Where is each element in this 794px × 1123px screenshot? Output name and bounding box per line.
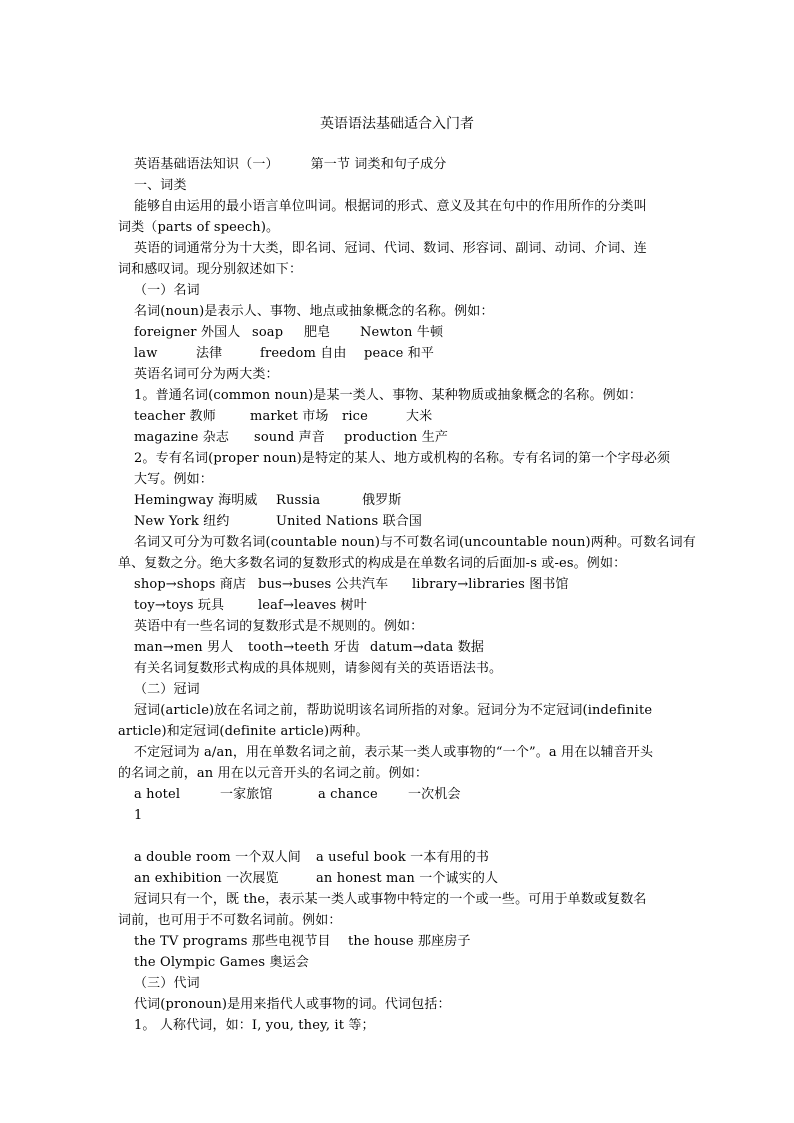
example-cell: an honest man 一个诚实的人: [316, 871, 499, 886]
example-cell: 俄罗斯: [362, 493, 402, 508]
paragraph-line: 英语中有一些名词的复数形式是不规则的。例如：: [134, 619, 424, 634]
example-cell: Hemingway 海明威: [134, 493, 258, 508]
example-cell: 肥皂: [304, 325, 331, 340]
example-cell: shop→shops 商店: [134, 577, 247, 592]
paragraph-line: 1。普通名词(common noun)是某一类人、事物、某种物质或抽象概念的名称。例如：: [134, 388, 643, 403]
paragraph-line: 有关名词复数形式构成的具体规则，请参阅有关的英语语法书。: [134, 661, 503, 676]
subsection-heading: （三）代词: [134, 976, 200, 991]
example-cell: bus→buses 公共汽车: [258, 577, 389, 592]
paragraph-line: 词前，也可用于不可数名词前。例如：: [118, 913, 342, 928]
paragraph-line: 不定冠词为 a/an，用在单数名词之前，表示某一类人或事物的“一个”。a 用在以辅音开头: [134, 745, 654, 760]
example-cell: United Nations 联合国: [276, 514, 423, 529]
example-cell: magazine 杂志: [134, 430, 230, 445]
example-cell: freedom 自由: [260, 346, 347, 361]
paragraph-line: 代词(pronoun)是用来指代人或事物的词。代词包括：: [134, 997, 451, 1012]
example-cell: Newton 牛顿: [360, 325, 444, 340]
paragraph-line: 单、复数之分。绝大多数名词的复数形式的构成是在单数名词的后面加-s 或-es。例如：: [118, 556, 627, 571]
example-cell: foreigner 外国人: [134, 325, 241, 340]
example-cell: 一次机会: [408, 787, 461, 802]
paragraph-line: 词和感叹词。现分别叙述如下：: [118, 262, 303, 277]
paragraph-line: 1。 人称代词，如：I, you, they, it 等；: [134, 1018, 375, 1033]
example-cell: tooth→teeth 牙齿: [248, 640, 360, 655]
paragraph-line: 名词(noun)是表示人、事物、地点或抽象概念的名称。例如：: [134, 304, 494, 319]
category-heading: 一、词类: [134, 178, 187, 193]
example-cell: leaf→leaves 树叶: [258, 598, 367, 613]
example-cell: market 市场: [250, 409, 329, 424]
section-heading: [134, 155, 446, 175]
example-cell: soap: [252, 325, 284, 340]
paragraph-line: 能够自由运用的最小语言单位叫词。根据词的形式、意义及其在句中的作用所作的分类叫: [134, 199, 647, 214]
paragraph-line: 的名词之前，an 用在以元音开头的名词之前。例如：: [118, 766, 429, 781]
paragraph-line: 英语名词可分为两大类：: [134, 367, 279, 382]
example-cell: datum→data 数据: [370, 640, 485, 655]
section-heading-part-2: 第一节 词类和句子成分: [310, 157, 447, 172]
example-cell: man→men 男人: [134, 640, 234, 655]
paragraph-line: 冠词(article)放在名词之前，帮助说明该名词所指的对象。冠词分为不定冠词(indefinite: [134, 703, 653, 718]
example-row: the Olympic Games 奥运会: [134, 955, 309, 970]
example-cell: a useful book 一本有用的书: [316, 850, 490, 865]
example-cell: toy→toys 玩具: [134, 598, 225, 613]
example-cell: Russia: [276, 493, 321, 508]
example-cell: production 生产: [344, 430, 449, 445]
example-cell: a hotel: [134, 787, 181, 802]
example-cell: sound 声音: [254, 430, 325, 445]
page-title: 英语语法基础适合入门者: [320, 116, 474, 132]
example-cell: 大米: [406, 409, 433, 424]
paragraph-line: 词类（parts of speech)。: [118, 220, 280, 235]
example-cell: library→libraries 图书馆: [412, 577, 569, 592]
example-cell: law: [134, 346, 158, 361]
example-cell: the house 那座房子: [348, 934, 471, 949]
example-cell: a chance: [318, 787, 378, 802]
example-cell: 法律: [196, 346, 223, 361]
subsection-heading: （二）冠词: [134, 682, 200, 697]
example-cell: the TV programs 那些电视节目: [134, 934, 331, 949]
example-cell: peace 和平: [364, 346, 435, 361]
paragraph-line: 英语的词通常分为十大类，即名词、冠词、代词、数词、形容词、副词、动词、介词、连: [134, 241, 647, 256]
subsection-heading: （一）名词: [134, 283, 200, 298]
page-number: 1: [134, 808, 143, 823]
section-heading-part-1: 英语基础语法知识（一）: [134, 157, 279, 172]
example-cell: a double room 一个双人间: [134, 850, 301, 865]
paragraph-line: 2。专有名词(proper noun)是特定的某人、地方或机构的名称。专有名词的第一个字母必须: [134, 451, 671, 466]
example-cell: New York 纽约: [134, 514, 230, 529]
paragraph-line: 大写。例如：: [134, 472, 213, 487]
example-cell: an exhibition 一次展览: [134, 871, 279, 886]
paragraph-line: article)和定冠词(definite article)两种。: [118, 724, 369, 739]
paragraph-line: 名词又可分为可数名词(countable noun)与不可数名词(uncountable noun)两种。可数名词有: [134, 535, 696, 550]
example-cell: 一家旅馆: [220, 787, 273, 802]
example-cell: teacher 教师: [134, 409, 216, 424]
paragraph-line: 冠词只有一个，既 the，表示某一类人或事物中特定的一个或一些。可用于单数或复数名: [134, 892, 647, 907]
example-cell: rice: [342, 409, 368, 424]
